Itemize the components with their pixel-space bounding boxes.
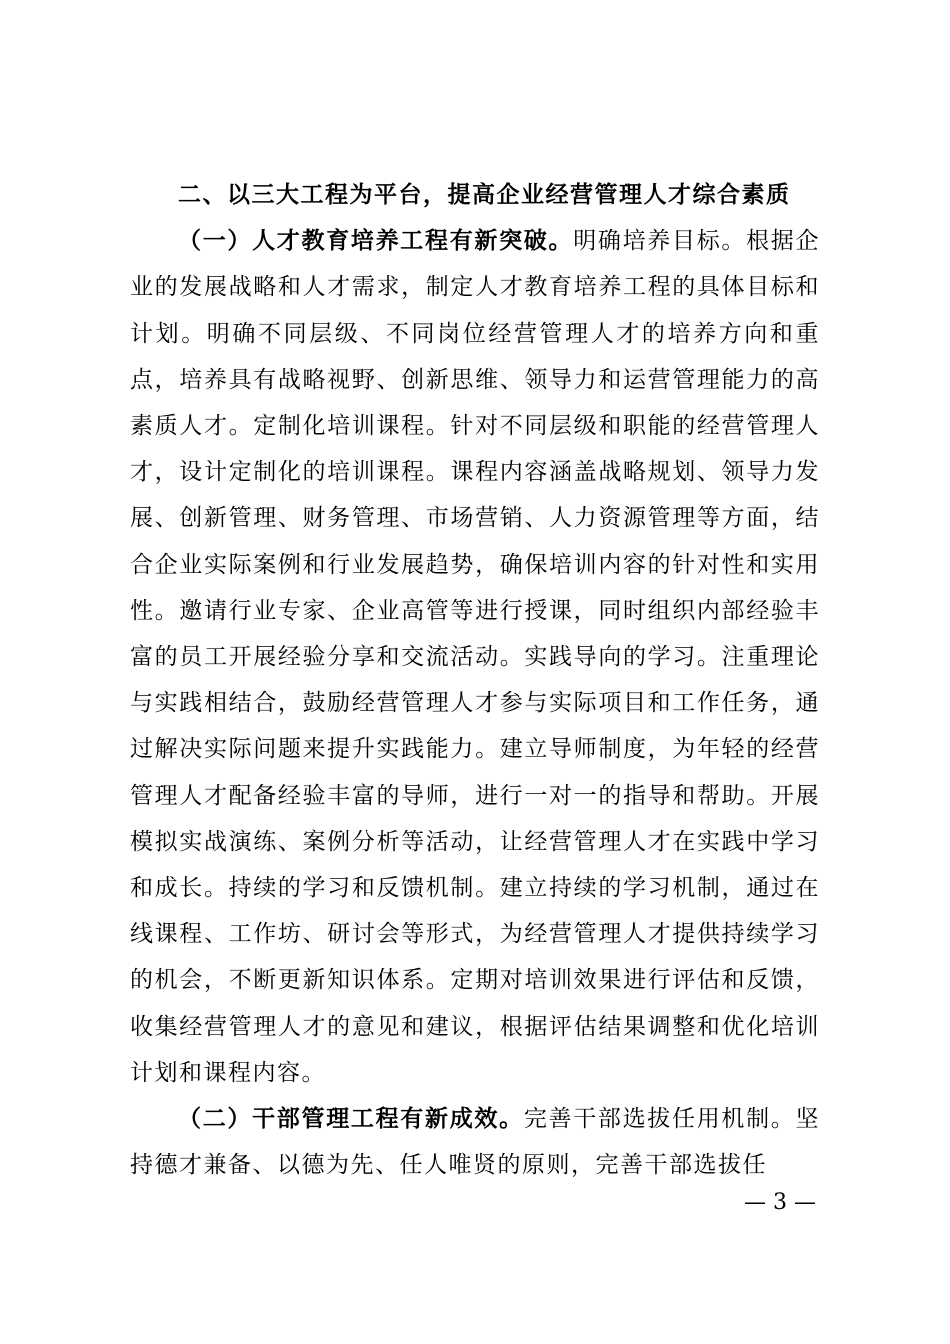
paragraph-body: 完善干部选拔任用机制。坚持德才兼备、以德为先、任人唯贤的原则，完善干部选拔任 bbox=[130, 1106, 821, 1179]
document-body bbox=[130, 172, 820, 1188]
paragraph-lead: （二）干部管理工程有新成效。 bbox=[178, 1106, 524, 1133]
paragraph-lead: （一）人才教育培养工程有新突破。 bbox=[178, 228, 574, 255]
section-heading: 二、以三大工程为平台，提高企业经营管理人才综合素质 bbox=[178, 182, 791, 208]
page-number: — 3 — bbox=[744, 1190, 816, 1215]
paragraph-body: 明确培养目标。根据企业的发展战略和人才需求，制定人才教育培养工程的具体目标和计划。明确不同层级、不同岗位经营管理人才的培养方向和重点，培养具有战略视野、创新思维、领导力和运营管理能力的高素质人才。定制化培训课程。针对不同层级和职能的经营管理人才，设计定制化的培训课程。课程内容涵盖战略规划、领导力发展、创新管理、财务管理、市场营销、人力资源管理等方面，结合企业实际案例和行业发展趋势，确保培训内容的针对性和实用性。邀请行业专家、企业高管等进行授课，同时组织内部经验丰富的员工开展经验分享和交流活动。实践导向的学习。注重理论与实践相结合，鼓励经营管理人才参与实际项目和工作任务，通过解决实际问题来提升实践能力。建立导师制度，为年轻的经营管理人才配备经验丰富的导师，进行一对一的指导和帮助。开展模拟实战演练、案例分析等活动，让经营管理人才在实践中学习和成长。持续的学习和反馈机制。建立持续的学习机制，通过在线课程、工作坊、研讨会等形式，为经营管理人才提供持续学习的机会，不断更新知识体系。定期对培训效果进行评估和反馈，收集经营管理人才的意见和建议，根据评估结果调整和优化培训计划和课程内容。 bbox=[130, 228, 821, 1086]
paragraph-talent-education bbox=[130, 218, 820, 1096]
paragraph-cadre-management bbox=[130, 1096, 820, 1188]
